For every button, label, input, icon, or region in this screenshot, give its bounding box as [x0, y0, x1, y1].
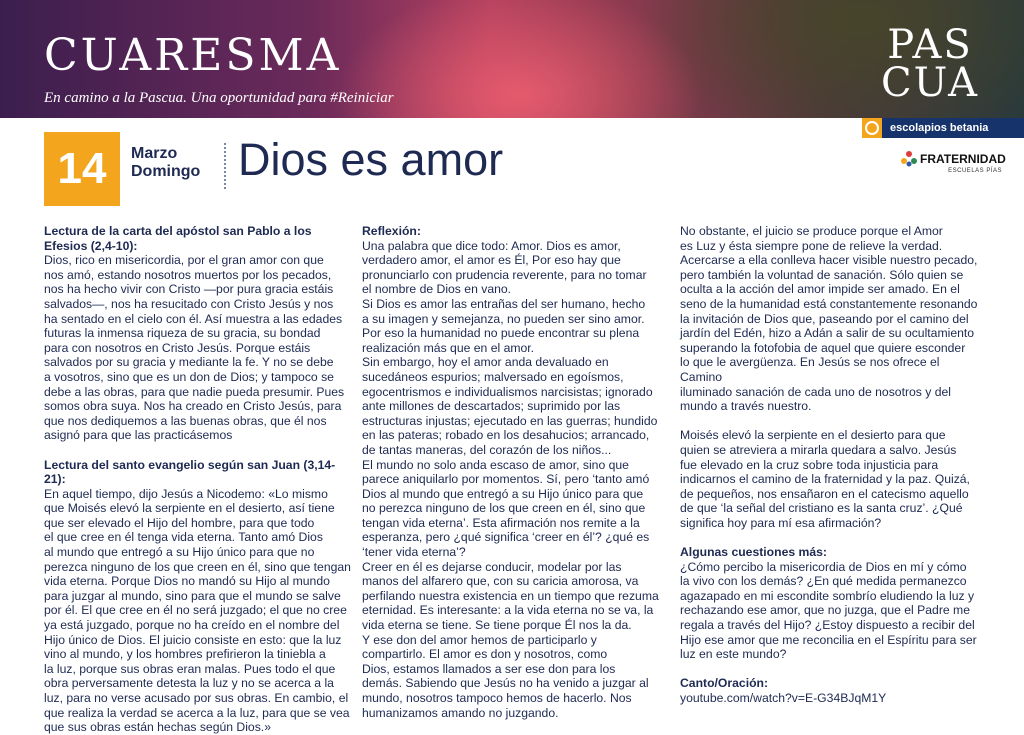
column-continuation	[680, 224, 980, 706]
banner-title: CUARESMA	[44, 30, 342, 81]
escolapios-betania-logo	[862, 118, 1024, 138]
song-heading: Canto/Oración:	[680, 676, 769, 691]
date-day: 14	[44, 132, 120, 206]
reflection-heading: Reflexión:	[362, 224, 421, 238]
date-weekday: Domingo	[131, 163, 201, 180]
gospel-text: En aquel tiempo, dijo Jesús a Nicodemo: «Lo mismo que Moisés elevó la serpiente en el desierto, así tiene que ser elevado el Hijo del hombre, para que todo el que cree en él tenga vida eterna. Tanto amó Dios al mundo que entregó a su Hijo único para que no perezca ninguno de los que creen en él, sino que tengan vida eterna. Porque Dios no mandó su Hijo al mundo para juzgar al mundo, sino para que el mundo se salve por él. El que cree en él no será juzgado; el que no cree ya está juzgado, porque no ha creído en el nombre del Hijo único de Dios. El juicio consiste en esto: que la luz vino al mundo, y los hombres prefirieron la tiniebla a la luz, porque sus obras eran malas. Pues todo el que obra perversamente detesta la luz y no se acerca a la luz, para no verse acusado por sus obras. En cambio, el que realiza la verdad se acerca a la luz, para que se vea que sus obras están hechas según Dios.»	[44, 486, 351, 735]
column-readings	[44, 224, 352, 735]
header-banner	[0, 0, 1024, 118]
fraternidad-icon	[900, 150, 918, 168]
fraternidad-name: FRATERNIDAD	[920, 152, 1006, 166]
questions-heading: Algunas cuestiones más:	[680, 545, 827, 560]
header-divider	[224, 143, 226, 189]
escolapios-icon	[862, 118, 882, 138]
song-link[interactable]: youtube.com/watch?v=E-G34BJqM1Y	[680, 691, 887, 705]
reflection-text: Una palabra que dice todo: Amor. Dios es amor, verdadero amor, el amor es Él, Por eso hay que pronunciarlo con prudencia reverente, para no tomar el nombre de Dios en vano. Si Dios es amor las entrañas del ser humano, hecho a su imagen y semejanza, no pueden ser sino amor. Por eso la humanidad no puede encontrar su plena realización más que en el amor. Sin embargo, hoy el amor anda devaluado en sucedáneos espurios; malversado en egoísmos, egocentrismos e individualismos narcisistas; ignorado ante millones de descartados; suprimido por las estructuras injustas; ejecutado en las guerras; hundido en las pateras; robado en los desahucios; arrancado, de tantas maneras, del corazón de los niños... El mundo no solo anda escaso de amor, sino que parece aniquilarlo por momentos. Sí, pero ‘tanto amó Dios al mundo que entregó a su Hijo único para que no perezca ninguno de los que creen en él, sino que tengan vida eterna’. Esta afirmación nos remite a la esperanza, pero ¿qué significa ‘creer en él’? ¿qué es ‘tener vida eterna’? Creer en él es dejarse conducir, modelar por las manos del alfarero que, con su caricia amorosa, va perfilando nuestra existencia en un tiempo que rezuma eternidad. Es interesante: a la vida eterna no se va, la vida eterna se tiene. Se tiene porque Él nos la da. Y ese don del amor hemos de participarlo y compartirlo. El amor es don y nosotros, como Dios, estamos llamados a ser ese don para los demás. Sabiendo que Jesús no ha venido a juzgar al mundo, nosotros tampoco hemos de hacerlo. Nos humanizamos amando no juzgando.	[362, 238, 659, 720]
banner-subtitle: En camino a la Pascua. Una oportunidad para #Reiniciar	[44, 90, 394, 106]
column-reflection	[362, 224, 662, 720]
first-reading-text: Dios, rico en misericordia, por el gran amor con que nos amó, estando nosotros muertos por los pecados, nos ha hecho vivir con Cristo —por pura gracia estáis salvados—, nos ha resucitado con Cristo Jesús y nos ha sentado en el cielo con él. Así muestra a las edades futuras la inmensa riqueza de su gracia, su bondad para con nosotros en Cristo Jesús. Porque estáis salvados por su gracia y mediante la fe. Y no se debe a vosotros, sino que es un don de Dios; y tampoco se debe a las obras, para que nadie pueda presumir. Pues somos obra suya. Nos ha creado en Cristo Jesús, para que nos dediquemos a las buenas obras, que él nos asignó para que las practicásemos	[44, 253, 345, 443]
continuation-text-1: No obstante, el juicio se produce porque el Amor es Luz y ésta siempre pone de relieve la verdad. Acercarse a ella conlleva hacer visible nuestro pecado, pero también la voluntad de sanación. Sólo quien se oculta a la acción del amor impide ser amado. En el seno de la humanidad está constantemente resonando la invitación de Dios que, paseando por el camino del jardín del Edén, hizo a Adán a salir de su ocultamiento superando la fotofobia de aquel que quiere esconder lo que le avergüenza. En Jesús se nos ofrece el Camino iluminado sanación de cada uno de nosotros y del mundo a través nuestro.	[680, 224, 978, 414]
continuation-text-2: Moisés elevó la serpiente en el desierto para que quien se atreviera a mirarla quedara a salvo. Jesús fue elevado en la cruz sobre toda injusticia para indicarnos el camino de la fraternidad y la paz. Quizá, de pequeños, nos ensañaron en el catecismo aquello de que ‘la señal del cristiano es la santa cruz’. ¿Qué significa hoy para mí esa afirmación?	[680, 428, 970, 530]
questions-text: ¿Cómo percibo la misericordia de Dios en mí y cómo la vivo con los demás? ¿En qué medida permanezco agazapado en mi escondite sombrío eludiendo la luz y rechazando ese amor, que no juzga, que el Padre me regala a través del Hijo? ¿Estoy dispuesto a recibir del Hijo ese amor que me reconcilia en el Espíritu para ser luz en este mundo?	[680, 559, 977, 662]
fraternidad-sub: ESCUELAS PÍAS	[948, 168, 1002, 174]
pascua-logo	[870, 22, 990, 106]
pascua-line-1: PAS	[887, 22, 973, 68]
escolapios-label: escolapios betania	[890, 122, 989, 134]
date-label	[131, 145, 200, 181]
fraternidad-logo	[900, 150, 1010, 174]
gospel-heading: Lectura del santo evangelio según san Juan (3,14-21):	[44, 457, 336, 487]
pascua-line-2: CUA	[881, 60, 979, 106]
first-reading-heading: Lectura de la carta del apóstol san Pablo a los Efesios (2,4-10):	[44, 224, 312, 253]
page-title: Dios es amor	[238, 134, 504, 185]
date-month: Marzo	[131, 145, 178, 162]
